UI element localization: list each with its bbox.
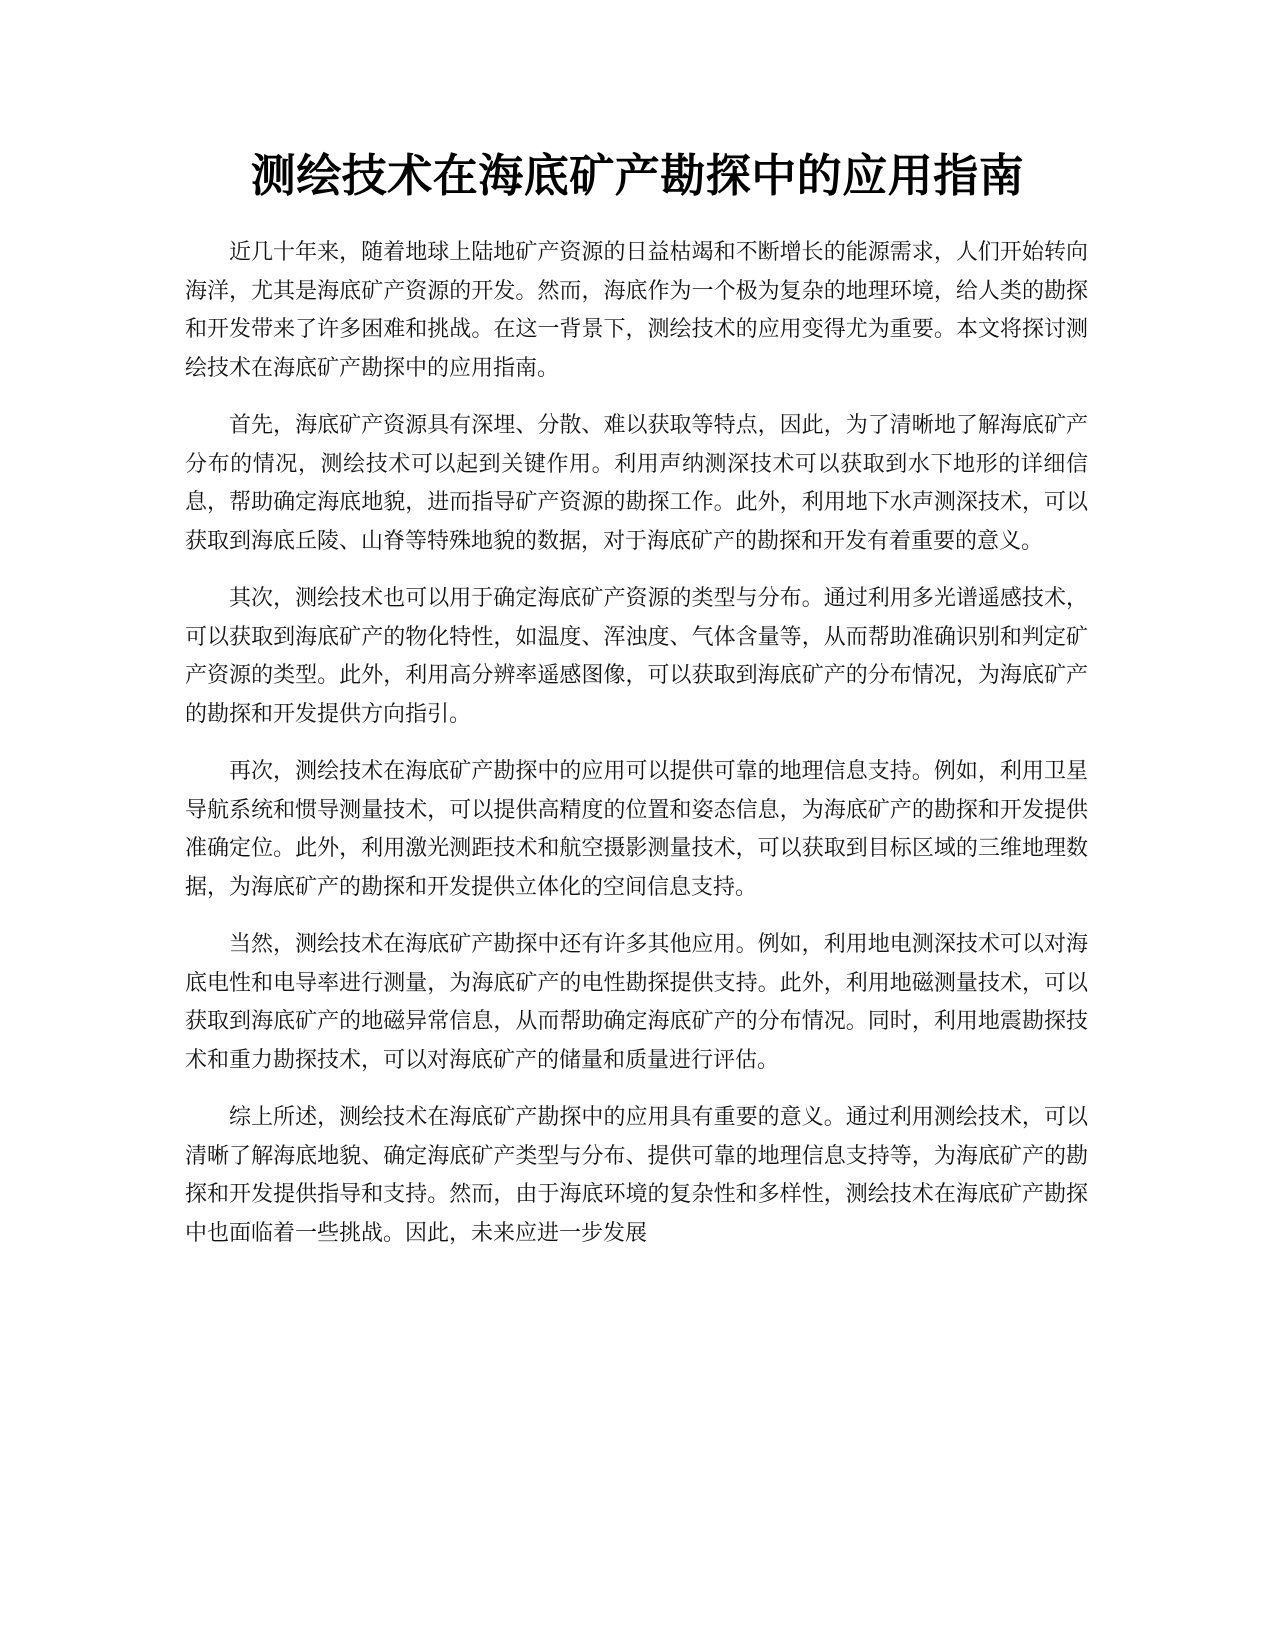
paragraph-5: 当然，测绘技术在海底矿产勘探中还有许多其他应用。例如，利用地电测深技术可以对海底电性和电导率进行测量，为海底矿产的电性勘探提供支持。此外，利用地磁测量技术，可以获取到海底矿产的地磁异常信息，从而帮助确定海底矿产的分布情况。同时，利用地震勘探技术和重力勘探技术，可以对海底矿产的储量和质量进行评估。: [185, 932, 1088, 1073]
paragraph-3: 其次，测绘技术也可以用于确定海底矿产资源的类型与分布。通过利用多光谱遥感技术，可以获取到海底矿产的物化特性，如温度、浑浊度、气体含量等，从而帮助准确识别和判定矿产资源的类型。此外，利用高分辨率遥感图像，可以获取到海底矿产的分布情况，为海底矿产的勘探和开发提供方向指引。: [185, 586, 1088, 727]
document-body: [185, 234, 1088, 1272]
paragraph-6: 综上所述，测绘技术在海底矿产勘探中的应用具有重要的意义。通过利用测绘技术，可以清晰了解海底地貌、确定海底矿产类型与分布、提供可靠的地理信息支持等，为海底矿产的勘探和开发提供指导和支持。然而，由于海底环境的复杂性和多样性，测绘技术在海底矿产勘探中也面临着一些挑战。因此，未来应进一步发展: [185, 1105, 1088, 1246]
paragraph-4: 再次，测绘技术在海底矿产勘探中的应用可以提供可靠的地理信息支持。例如，利用卫星导航系统和惯导测量技术，可以提供高精度的位置和姿态信息，为海底矿产的勘探和开发提供准确定位。此外，利用激光测距技术和航空摄影测量技术，可以获取到目标区域的三维地理数据，为海底矿产的勘探和开发提供立体化的空间信息支持。: [185, 759, 1088, 900]
paragraph-1: 近几十年来，随着地球上陆地矿产资源的日益枯竭和不断增长的能源需求，人们开始转向海洋，尤其是海底矿产资源的开发。然而，海底作为一个极为复杂的地理环境，给人类的勘探和开发带来了许多困难和挑战。在这一背景下，测绘技术的应用变得尤为重要。本文将探讨测绘技术在海底矿产勘探中的应用指南。: [185, 240, 1088, 381]
paragraph-2: 首先，海底矿产资源具有深埋、分散、难以获取等特点，因此，为了清晰地了解海底矿产分布的情况，测绘技术可以起到关键作用。利用声纳测深技术可以获取到水下地形的详细信息，帮助确定海底地貌，进而指导矿产资源的勘探工作。此外，利用地下水声测深技术，可以获取到海底丘陵、山脊等特殊地貌的数据，对于海底矿产的勘探和开发有着重要的意义。: [185, 413, 1088, 554]
document-title: 测绘技术在海底矿产勘探中的应用指南: [250, 149, 1025, 202]
